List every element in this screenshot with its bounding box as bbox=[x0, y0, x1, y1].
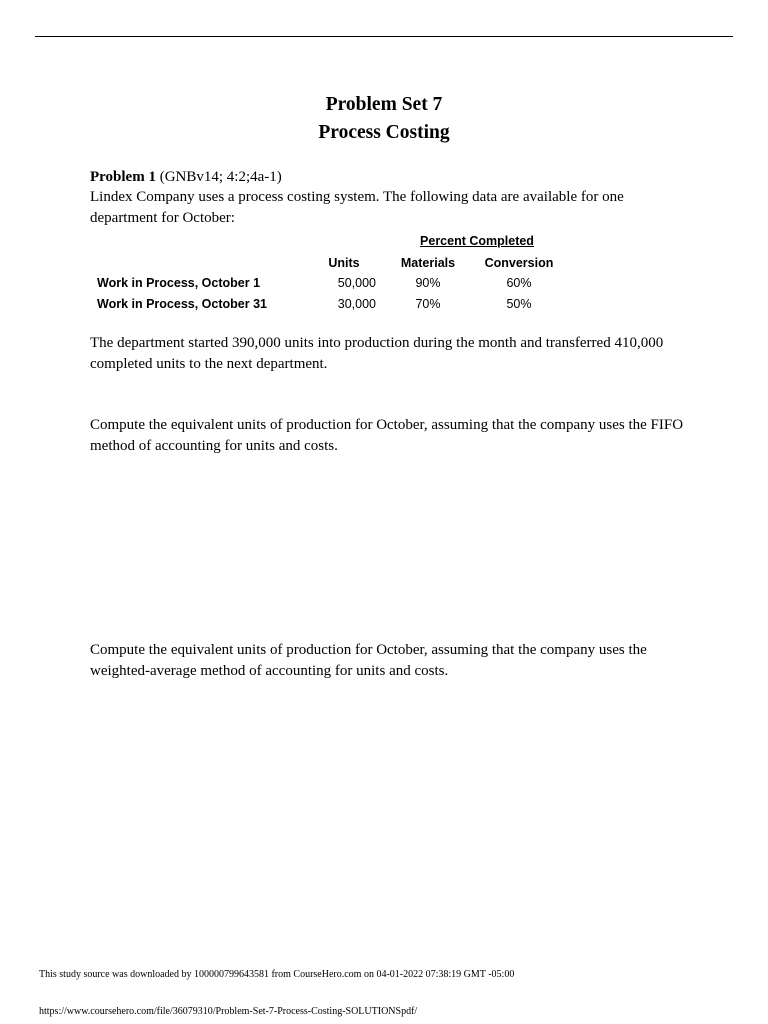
fifo-question: Compute the equivalent units of production for October, assuming that the company uses the FIFO method of accounting for units and costs. bbox=[90, 417, 684, 454]
table-cell-units: 30,000 bbox=[337, 297, 376, 311]
problem-heading bbox=[90, 167, 690, 188]
units-column-header: Units bbox=[328, 256, 360, 270]
problem-label: Problem 1 bbox=[90, 169, 156, 185]
table-row-label: Work in Process, October 31 bbox=[97, 297, 267, 311]
document-title: Problem Set 7 bbox=[325, 94, 443, 115]
problem-intro: Lindex Company uses a process costing system. The following data are available for one department for October: bbox=[90, 189, 624, 226]
percent-completed-header: Percent Completed bbox=[420, 234, 534, 248]
document-subtitle: Process Costing bbox=[318, 122, 450, 143]
production-summary: The department started 390,000 units into production during the month and transferred 410,000 completed units to the next department. bbox=[90, 335, 664, 372]
table-cell-units: 50,000 bbox=[337, 276, 376, 290]
table-cell-materials: 90% bbox=[415, 276, 441, 290]
header-rule bbox=[35, 36, 733, 37]
source-note: This study source was downloaded by 100000799643581 from CourseHero.com on 04-01-2022 07:38:19 GMT -05:00 bbox=[39, 969, 515, 980]
table-cell-conversion: 60% bbox=[506, 276, 532, 290]
materials-column-header: Materials bbox=[400, 256, 456, 270]
source-url[interactable]: https://www.coursehero.com/file/36079310/Problem-Set-7-Process-Costing-SOLUTIONSpdf/ bbox=[39, 1006, 418, 1017]
weighted-average-question: Compute the equivalent units of production for October, assuming that the company uses the weighted-average method of accounting for units and costs. bbox=[90, 642, 647, 679]
table-row-label: Work in Process, October 1 bbox=[97, 276, 261, 290]
problem-reference: (GNBv14; 4:2;4a-1) bbox=[159, 169, 282, 185]
conversion-column-header: Conversion bbox=[484, 256, 554, 270]
table-cell-conversion: 50% bbox=[506, 297, 532, 311]
table-cell-materials: 70% bbox=[415, 297, 441, 311]
